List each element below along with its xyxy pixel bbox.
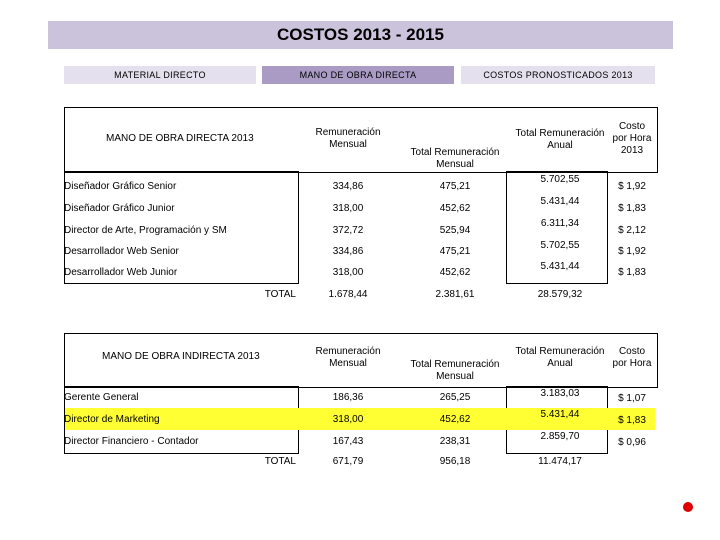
indirect-row-total-mensual: 452,62 <box>439 414 471 425</box>
direct-labor-heading: MANO DE OBRA DIRECTA 2013 <box>106 133 254 144</box>
direct-row-anual: 5.702,55 <box>540 240 580 251</box>
direct-row-rem: 334,86 <box>332 246 364 257</box>
indirect-total-mensual: 956,18 <box>439 456 471 467</box>
indirect-row-role: Director Financiero - Contador <box>64 436 199 447</box>
indirect-row-hora: $ 1,83 <box>618 415 646 426</box>
direct-col-total-mensual: Total Remuneración Mensual <box>410 147 500 170</box>
direct-row-rem: 372,72 <box>332 225 364 236</box>
direct-row-role: Diseñador Gráfico Junior <box>64 203 175 214</box>
indirect-row-anual: 5.431,44 <box>540 409 580 420</box>
direct-row-hora: $ 1,92 <box>618 246 646 257</box>
page-title: COSTOS 2013 - 2015 <box>48 21 673 49</box>
direct-col-costo-hora: Costo por Hora 2013 <box>612 121 652 156</box>
direct-total-label: TOTAL <box>264 289 296 300</box>
direct-row-anual: 5.702,55 <box>540 174 580 185</box>
direct-row-anual: 5.431,44 <box>540 196 580 207</box>
direct-row-role: Desarrollador Web Senior <box>64 246 179 257</box>
indirect-row-rem: 167,43 <box>332 436 364 447</box>
direct-row-rem: 334,86 <box>332 181 364 192</box>
tab-material-directo[interactable]: MATERIAL DIRECTO <box>64 66 256 84</box>
indirect-labor-heading: MANO DE OBRA INDIRECTA 2013 <box>102 351 260 362</box>
indirect-col-costo-hora: Costo por Hora <box>612 346 652 369</box>
direct-row-rem: 318,00 <box>332 203 364 214</box>
indirect-row-rem: 186,36 <box>332 392 364 403</box>
indirect-row-role: Gerente General <box>64 392 139 403</box>
red-dot-marker <box>683 502 693 512</box>
indirect-row-rem: 318,00 <box>332 414 364 425</box>
direct-row-total-mensual: 452,62 <box>439 203 471 214</box>
tab-mano-de-obra-directa[interactable]: MANO DE OBRA DIRECTA <box>262 66 454 84</box>
direct-col-rem: Remuneración Mensual <box>315 127 381 150</box>
direct-row-total-mensual: 452,62 <box>439 267 471 278</box>
direct-col-total-anual: Total Remuneración Anual <box>515 128 605 151</box>
direct-total-mensual: 2.381,61 <box>435 289 475 300</box>
direct-total-anual: 28.579,32 <box>537 289 583 300</box>
indirect-row-total-mensual: 238,31 <box>439 436 471 447</box>
indirect-col-total-anual: Total Remuneración Anual <box>515 346 605 369</box>
indirect-col-rem: Remuneración Mensual <box>315 346 381 369</box>
direct-row-role: Director de Arte, Programación y SM <box>64 225 227 236</box>
direct-row-total-mensual: 475,21 <box>439 246 471 257</box>
direct-total-rem: 1.678,44 <box>328 289 368 300</box>
indirect-total-anual: 11.474,17 <box>538 456 582 467</box>
direct-row-role: Diseñador Gráfico Senior <box>64 181 177 192</box>
direct-row-hora: $ 1,83 <box>618 267 646 278</box>
direct-row-hora: $ 1,92 <box>618 181 646 192</box>
indirect-total-label: TOTAL <box>264 456 296 467</box>
indirect-row-total-mensual: 265,25 <box>439 392 471 403</box>
direct-row-total-mensual: 475,21 <box>439 181 471 192</box>
direct-row-rem: 318,00 <box>332 267 364 278</box>
indirect-col-total-mensual: Total Remuneración Mensual <box>410 359 500 382</box>
indirect-total-rem: 671,79 <box>332 456 364 467</box>
indirect-row-hora: $ 1,07 <box>618 393 646 404</box>
indirect-row-hora: $ 0,96 <box>618 437 646 448</box>
direct-row-anual: 5.431,44 <box>540 261 580 272</box>
indirect-row-anual: 3.183,03 <box>540 388 580 399</box>
direct-row-hora: $ 1,83 <box>618 203 646 214</box>
indirect-row-anual: 2.859,70 <box>540 431 580 442</box>
direct-row-hora: $ 2,12 <box>618 225 646 236</box>
direct-row-anual: 6.311,34 <box>540 218 580 229</box>
direct-row-total-mensual: 525,94 <box>439 225 471 236</box>
direct-row-role: Desarrollador Web Junior <box>64 267 178 278</box>
tab-costos-pronosticados[interactable]: COSTOS PRONOSTICADOS 2013 <box>461 66 655 84</box>
indirect-row-role: Director de Marketing <box>64 414 160 425</box>
